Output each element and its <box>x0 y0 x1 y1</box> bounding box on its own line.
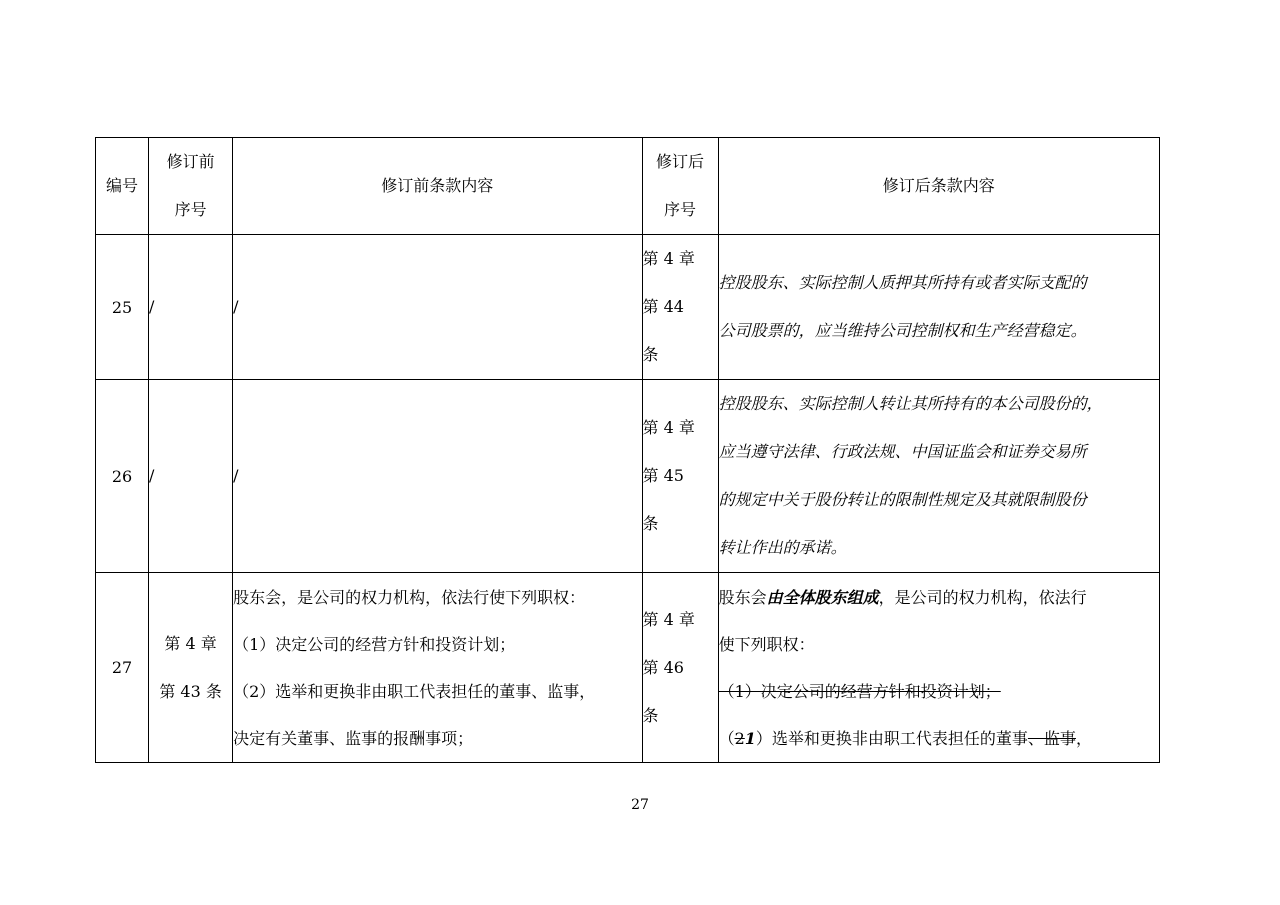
after-content-line <box>719 574 1159 621</box>
after-no-line3: 条 <box>642 345 659 364</box>
after-no-line1: 第 4 章 <box>642 418 695 437</box>
text-inserted: 1 <box>744 728 756 748</box>
text-normal: （ <box>718 728 735 748</box>
text-normal: ，是公司的权力机构，依法行 <box>878 587 1087 607</box>
after-content-line: 应当遵守法律、行政法规、中国证监会和证券交易所 <box>718 442 1087 461</box>
header-before-no-line1: 修订前 <box>166 152 215 171</box>
before-no: / <box>149 380 233 573</box>
after-no-line2: 第 44 <box>642 297 684 316</box>
text-deleted: 、监事 <box>1027 728 1076 748</box>
before-content <box>233 573 642 763</box>
page-number: 27 <box>631 797 649 813</box>
table-row <box>96 573 1160 763</box>
header-after-no-line2: 序号 <box>664 200 697 219</box>
header-after-no-line1: 修订后 <box>656 152 705 171</box>
before-content: / <box>233 380 642 573</box>
after-no-line3: 条 <box>642 514 659 533</box>
after-content <box>718 573 1159 763</box>
after-content-line: 转让作出的承诺。 <box>718 538 847 557</box>
after-no-line3: 条 <box>642 705 659 725</box>
text-deleted: 2 <box>734 728 745 748</box>
before-content: / <box>233 235 642 380</box>
text-normal: 股东会 <box>718 587 767 607</box>
text-normal: ， <box>1075 728 1092 748</box>
row-no: 26 <box>96 380 149 573</box>
after-content-line: 使下列职权： <box>718 634 815 654</box>
after-content <box>718 235 1159 380</box>
before-no: / <box>149 235 233 380</box>
before-content-line: （1）决定公司的经营方针和投资计划； <box>233 634 516 654</box>
after-content-line: 的规定中关于股份转让的限制性规定及其就限制股份 <box>718 490 1087 509</box>
before-no-line1: 第 4 章 <box>164 633 217 653</box>
after-no-line1: 第 4 章 <box>642 249 695 268</box>
before-no <box>149 573 233 763</box>
text-normal: ）选举和更换非由职工代表担任的董事 <box>755 728 1028 748</box>
after-no-line1: 第 4 章 <box>642 609 695 629</box>
text-deleted: （1）决定公司的经营方针和投资计划； <box>718 681 1001 701</box>
after-content <box>718 380 1159 573</box>
row-no: 27 <box>96 573 149 763</box>
after-content-line: 控股股东、实际控制人质押其所持有或者实际支配的 <box>718 273 1087 292</box>
after-content-line: 控股股东、实际控制人转让其所持有的本公司股份的， <box>718 394 1103 413</box>
after-no-line2: 第 45 <box>642 466 684 485</box>
header-after-content: 修订后条款内容 <box>718 138 1159 235</box>
after-no <box>642 573 718 763</box>
header-no: 编号 <box>96 138 149 235</box>
after-content-line: 公司股票的，应当维持公司控制权和生产经营稳定。 <box>718 321 1087 340</box>
text-inserted: 由全体股东组成 <box>766 587 879 607</box>
after-no <box>642 380 718 573</box>
table-header-row <box>96 138 1160 235</box>
row-no: 25 <box>96 235 149 380</box>
header-before-content: 修订前条款内容 <box>233 138 642 235</box>
header-after-no <box>642 138 718 235</box>
revision-table <box>95 137 1160 763</box>
before-content-line: （2）选举和更换非由职工代表担任的董事、监事， <box>233 681 596 701</box>
table-row <box>96 235 1160 380</box>
after-no-line2: 第 46 <box>642 657 684 677</box>
before-content-line: 股东会，是公司的权力机构，依法行使下列职权： <box>233 587 586 607</box>
header-before-no <box>149 138 233 235</box>
table-row <box>96 380 1160 573</box>
before-content-line: 决定有关董事、监事的报酬事项； <box>233 728 474 748</box>
after-content-line <box>719 715 1159 762</box>
header-before-no-line2: 序号 <box>174 200 207 219</box>
before-no-line2: 第 43 条 <box>159 681 222 701</box>
after-no <box>642 235 718 380</box>
